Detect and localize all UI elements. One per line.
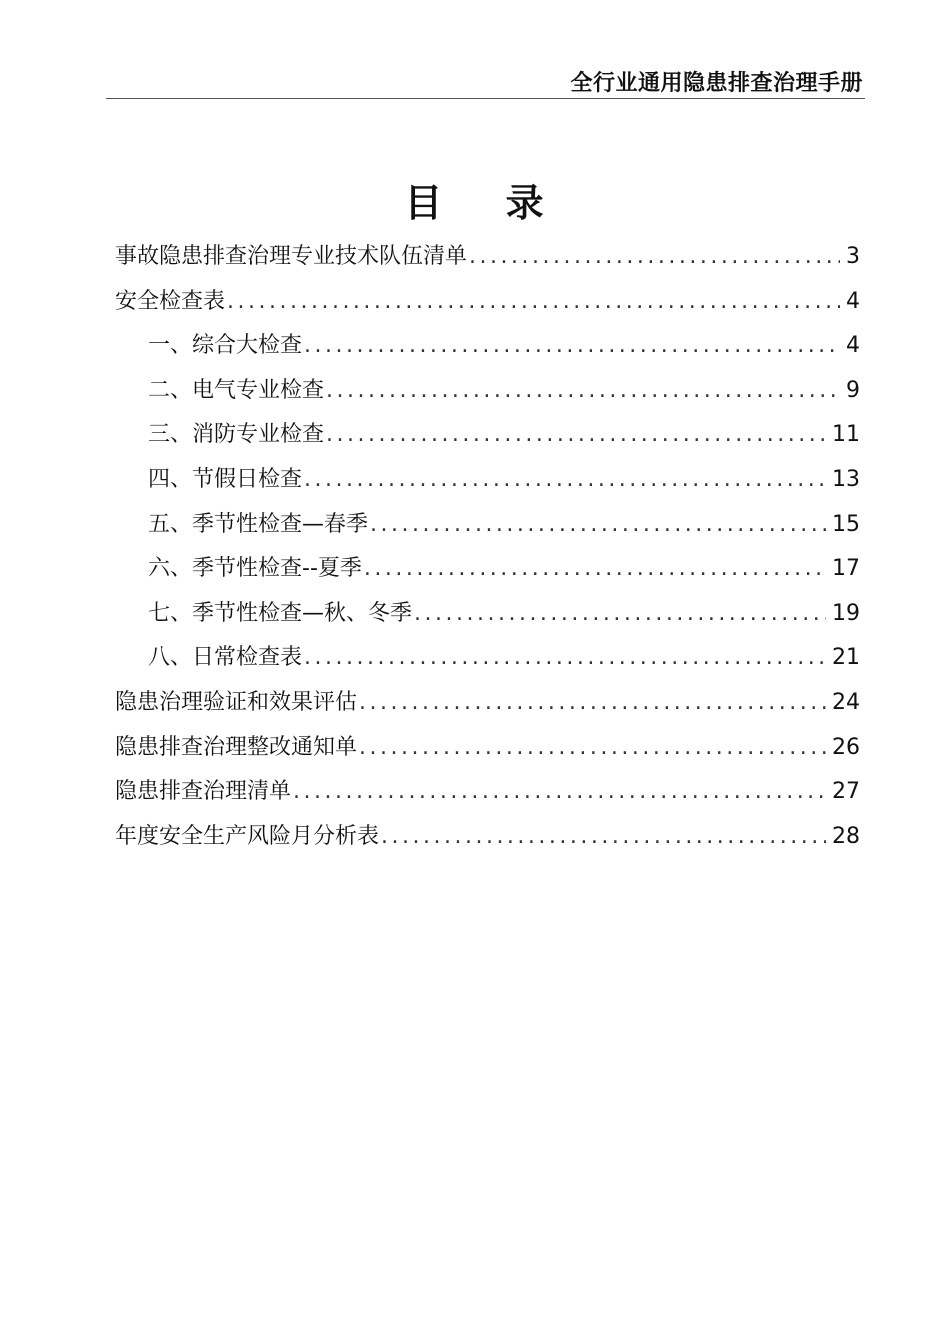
toc-subentry[interactable] (115, 413, 860, 458)
toc-entry-label: 七、季节性检查—秋、冬季 (148, 600, 413, 626)
dot-leader (381, 815, 826, 859)
dot-leader (304, 324, 840, 368)
toc-subentry[interactable] (115, 369, 860, 414)
toc-entry-label: 八、日常检查表 (148, 645, 303, 671)
table-of-contents (115, 235, 860, 859)
toc-subentry[interactable] (115, 503, 860, 548)
dot-leader (359, 681, 826, 725)
toc-page-number: 21 (832, 645, 860, 671)
toc-page-number: 28 (832, 823, 860, 849)
toc-page-number: 24 (832, 689, 860, 715)
dot-leader (370, 503, 826, 547)
dot-leader (326, 369, 840, 413)
toc-subentry[interactable] (115, 324, 860, 369)
toc-entry-label: 六、季节性检查--夏季 (148, 556, 362, 582)
toc-entry-label: 四、节假日检查 (148, 466, 303, 492)
toc-page-number: 17 (832, 556, 860, 582)
toc-subentry[interactable] (115, 458, 860, 503)
toc-page-number: 15 (832, 511, 860, 537)
dot-leader (469, 235, 840, 279)
dot-leader (293, 770, 826, 814)
running-header (106, 66, 865, 99)
toc-entry-label: 五、季节性检查—春季 (148, 511, 369, 537)
toc-page-number: 9 (846, 377, 860, 403)
dot-leader (304, 458, 826, 502)
toc-entry-label: 二、电气专业检查 (148, 377, 325, 403)
toc-entry-label: 隐患排查治理整改通知单 (115, 734, 358, 760)
toc-entry[interactable] (115, 681, 860, 726)
toc-entry-label: 安全检查表 (115, 288, 226, 314)
dot-leader (364, 547, 826, 591)
dot-leader (326, 413, 826, 457)
toc-page-number: 4 (846, 333, 860, 359)
toc-title: 目 录 (404, 181, 546, 225)
toc-page-number: 26 (832, 734, 860, 760)
toc-entry[interactable] (115, 235, 860, 280)
toc-page-number: 11 (832, 422, 860, 448)
toc-entry-label: 隐患治理验证和效果评估 (115, 689, 358, 715)
dot-leader (304, 636, 826, 680)
toc-entry[interactable] (115, 815, 860, 860)
dot-leader (414, 592, 826, 636)
dot-leader (359, 726, 826, 770)
toc-entry[interactable] (115, 280, 860, 325)
toc-page-number: 13 (832, 466, 860, 492)
toc-entry[interactable] (115, 726, 860, 771)
toc-page-number: 4 (846, 288, 860, 314)
toc-page-number: 19 (832, 600, 860, 626)
toc-subentry[interactable] (115, 592, 860, 637)
toc-page-number: 3 (846, 244, 860, 269)
toc-entry-label: 三、消防专业检查 (148, 422, 325, 448)
toc-page-number: 27 (832, 779, 860, 805)
toc-entry-label: 事故隐患排查治理专业技术队伍清单 (115, 244, 468, 269)
toc-entry[interactable] (115, 770, 860, 815)
dot-leader (227, 280, 840, 324)
toc-entry-label: 年度安全生产风险月分析表 (115, 823, 380, 849)
toc-subentry[interactable] (115, 636, 860, 681)
toc-entry-label: 隐患排查治理清单 (115, 779, 292, 805)
toc-entry-label: 一、综合大检查 (148, 333, 303, 359)
toc-subentry[interactable] (115, 547, 860, 592)
running-header-title: 全行业通用隐患排查治理手册 (570, 71, 863, 96)
